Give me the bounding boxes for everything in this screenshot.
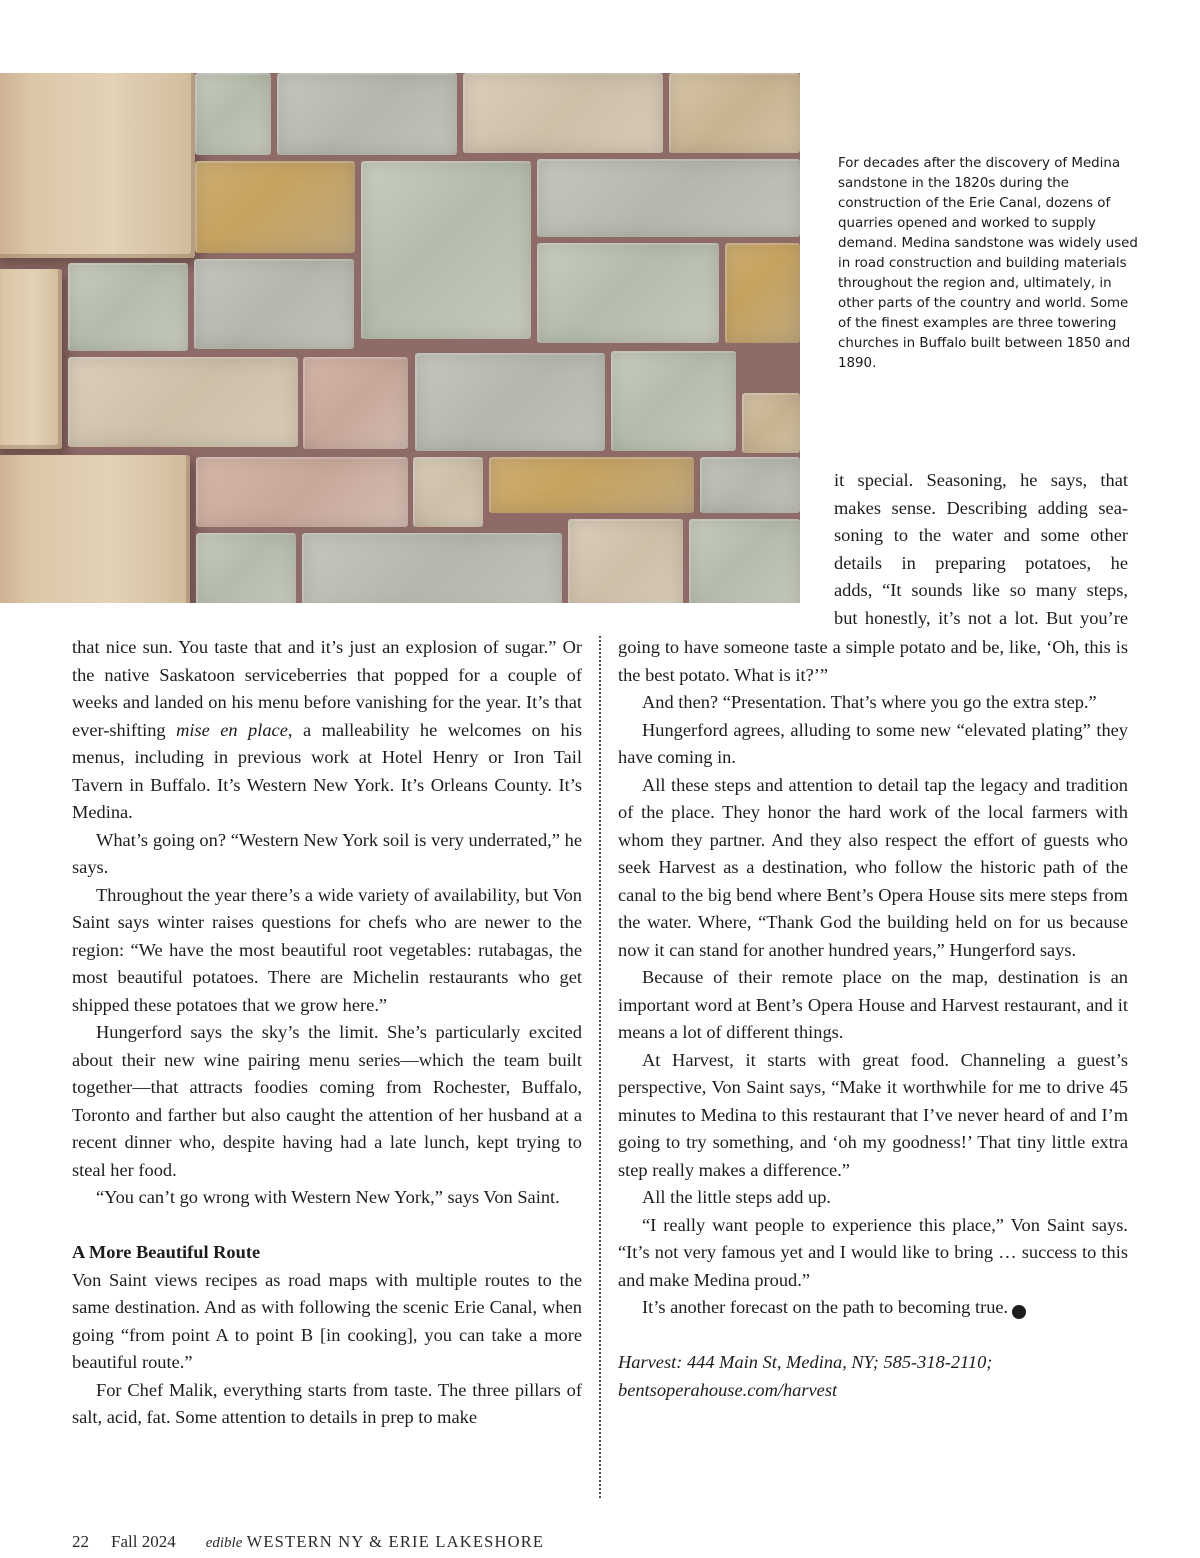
venue-website: bentsoperahouse.com/harvest <box>618 1379 838 1400</box>
paragraph: “You can’t go wrong with Western New York,” says Von Saint. <box>96 1187 560 1207</box>
stone-block <box>700 457 800 513</box>
stone-block <box>195 73 271 155</box>
stone-block <box>537 159 800 237</box>
end-mark-icon: e <box>1012 1305 1026 1319</box>
stone-block <box>689 519 800 603</box>
stone-block <box>194 259 354 349</box>
stone-block <box>0 73 195 258</box>
intro-line: soning to the water and some other <box>834 525 1128 545</box>
paragraph: going to have someone taste a simple potato and be, like, ‘Oh, this is the best potato. What is it?’” <box>618 637 1128 685</box>
photo-caption: For decades after the discovery of Medina sandstone in the 1820s during the construction of the Erie Canal, dozens of quarries opened and worked to supply demand. Medina sandstone was widely used in road construction and building materials throughout the region and, ultimately, in other parts of the country and world. Some of the finest examples are three towering churches in Buffalo built between 1850 and 1890. <box>838 156 1138 371</box>
stone-block <box>302 533 562 603</box>
sandstone-wall-photo <box>0 73 800 603</box>
page-number: 22 <box>72 1532 89 1551</box>
stone-block <box>489 457 694 513</box>
brand-wordmark: edible <box>205 1535 243 1551</box>
paragraph: Hungerford agrees, alluding to some new “elevated plating” they have coming in. <box>618 719 1128 767</box>
stone-block <box>669 73 800 153</box>
paragraph-text: that nice sun. You taste that and it’s just an explosion of sugar.” Or the native Saskatoon serviceberries that popped for a couple of weeks and landed on his menu before vanishing for the year. It’s that ever-shifting <box>72 637 582 740</box>
paragraph: Hungerford says the sky’s the limit. She’s particularly excited about their new wine pairing menu series—which the team built together—that attracts foodies coming from Rochester, Buffalo, Toronto and farther but also caught the attention of her husband at a recent dinner who, despite having had a late lunch, kept trying to steal her food. <box>72 1022 582 1180</box>
stone-block <box>742 393 800 453</box>
stone-block <box>303 357 408 449</box>
section-subhead: A More Beautiful Route <box>72 1242 261 1262</box>
stone-block <box>415 353 605 451</box>
stone-block <box>537 243 719 343</box>
right-column <box>618 634 1128 1404</box>
stone-block <box>413 457 483 527</box>
paragraph: And then? “Presentation. That’s where you go the extra step.” <box>642 692 1097 712</box>
issue-label: Fall 2024 <box>111 1532 176 1551</box>
paragraph: Throughout the year there’s a wide variety of availability, but Von Saint says winter raises questions for chefs who are newer to the region: “We have the most beautiful root vegetables: rutabagas, the most beautiful potatoes. There are Michelin restaurants who get shipped these potatoes that we grow here.” <box>72 884 582 1015</box>
stone-block <box>68 357 298 447</box>
stone-block <box>196 457 408 527</box>
intro-line: adds, “It sounds like so many steps, <box>834 580 1128 600</box>
paragraph: Von Saint views recipes as road maps with multiple routes to the same destination. And as with following the scenic Erie Canal, when going “from point A to point B [in cooking], you can take a more beautiful route.” <box>72 1269 582 1372</box>
venue-info-line: Harvest: 444 Main St, Medina, NY; 585-318-2110; <box>618 1352 993 1372</box>
stone-block <box>195 161 355 253</box>
paragraph-text: , a malleability he welcomes on his menus, including in previous work at Hotel Henry or Iron Tail Tavern in Buffalo. It’s Western New York. It’s Orleans County. It’s Medina. <box>72 719 583 822</box>
stone-block <box>0 269 62 449</box>
stone-block <box>725 243 800 343</box>
magazine-title: WESTERN NY & ERIE LAKESHORE <box>246 1532 545 1551</box>
stone-block <box>361 161 531 339</box>
paragraph: “I really want people to experience this place,” Von Saint says. “It’s not very famous yet and I would like to bring … success to this and make Medina proud.” <box>618 1214 1128 1290</box>
stone-block <box>277 73 457 155</box>
paragraph-text: It’s another forecast on the path to becoming true. <box>642 1297 1009 1317</box>
paragraph: What’s going on? “Western New York soil is very underrated,” he says. <box>72 829 582 877</box>
page-footer <box>72 1532 544 1552</box>
intro-text <box>834 467 1128 632</box>
paragraph: Because of their remote place on the map, destination is an important word at Bent’s Opera House and Harvest restaurant, and it means a lot of different things. <box>618 967 1128 1042</box>
intro-line: it special. Seasoning, he says, that <box>834 470 1128 490</box>
intro-line: makes sense. Describing adding sea- <box>834 497 1128 518</box>
intro-line: details in preparing potatoes, he <box>834 552 1128 573</box>
stone-block <box>0 455 190 603</box>
italic-phrase: mise en place <box>176 719 288 740</box>
paragraph: At Harvest, it starts with great food. Channeling a guest’s perspective, Von Saint says, “Make it worthwhile for me to drive 45 minutes to Medina to this restaurant that I’ve never heard of and I’m going to try something, and ‘oh my goodness!’ That tiny little extra step really makes a difference.” <box>618 1049 1128 1180</box>
stone-block <box>568 519 683 603</box>
paragraph: All the little steps add up. <box>642 1187 831 1207</box>
paragraph: For Chef Malik, everything starts from taste. The three pillars of salt, acid, fat. Some attention to details in prep to make <box>72 1379 582 1427</box>
left-column <box>72 634 582 1432</box>
paragraph <box>72 634 582 827</box>
stone-block <box>611 351 736 451</box>
stone-block <box>463 73 663 153</box>
paragraph: All these steps and attention to detail tap the legacy and tradition of the place. They honor the hard work of the local farmers with whom they partner. And they also respect the effort of guests who seek Harvest as a destination, who follow the historic path of the canal to the big bend where Bent’s Opera House sits mere steps from the water. Where, “Thank God the building held on for us because now it can stand for another hundred years,” Hungerford says. <box>618 774 1128 960</box>
spacer <box>618 1322 1128 1350</box>
stone-block <box>68 263 188 351</box>
closing-paragraph <box>618 1294 1128 1322</box>
column-divider <box>599 636 601 1498</box>
stone-block <box>196 533 296 603</box>
intro-line: but honestly, it’s not a lot. But you’re <box>834 607 1128 628</box>
